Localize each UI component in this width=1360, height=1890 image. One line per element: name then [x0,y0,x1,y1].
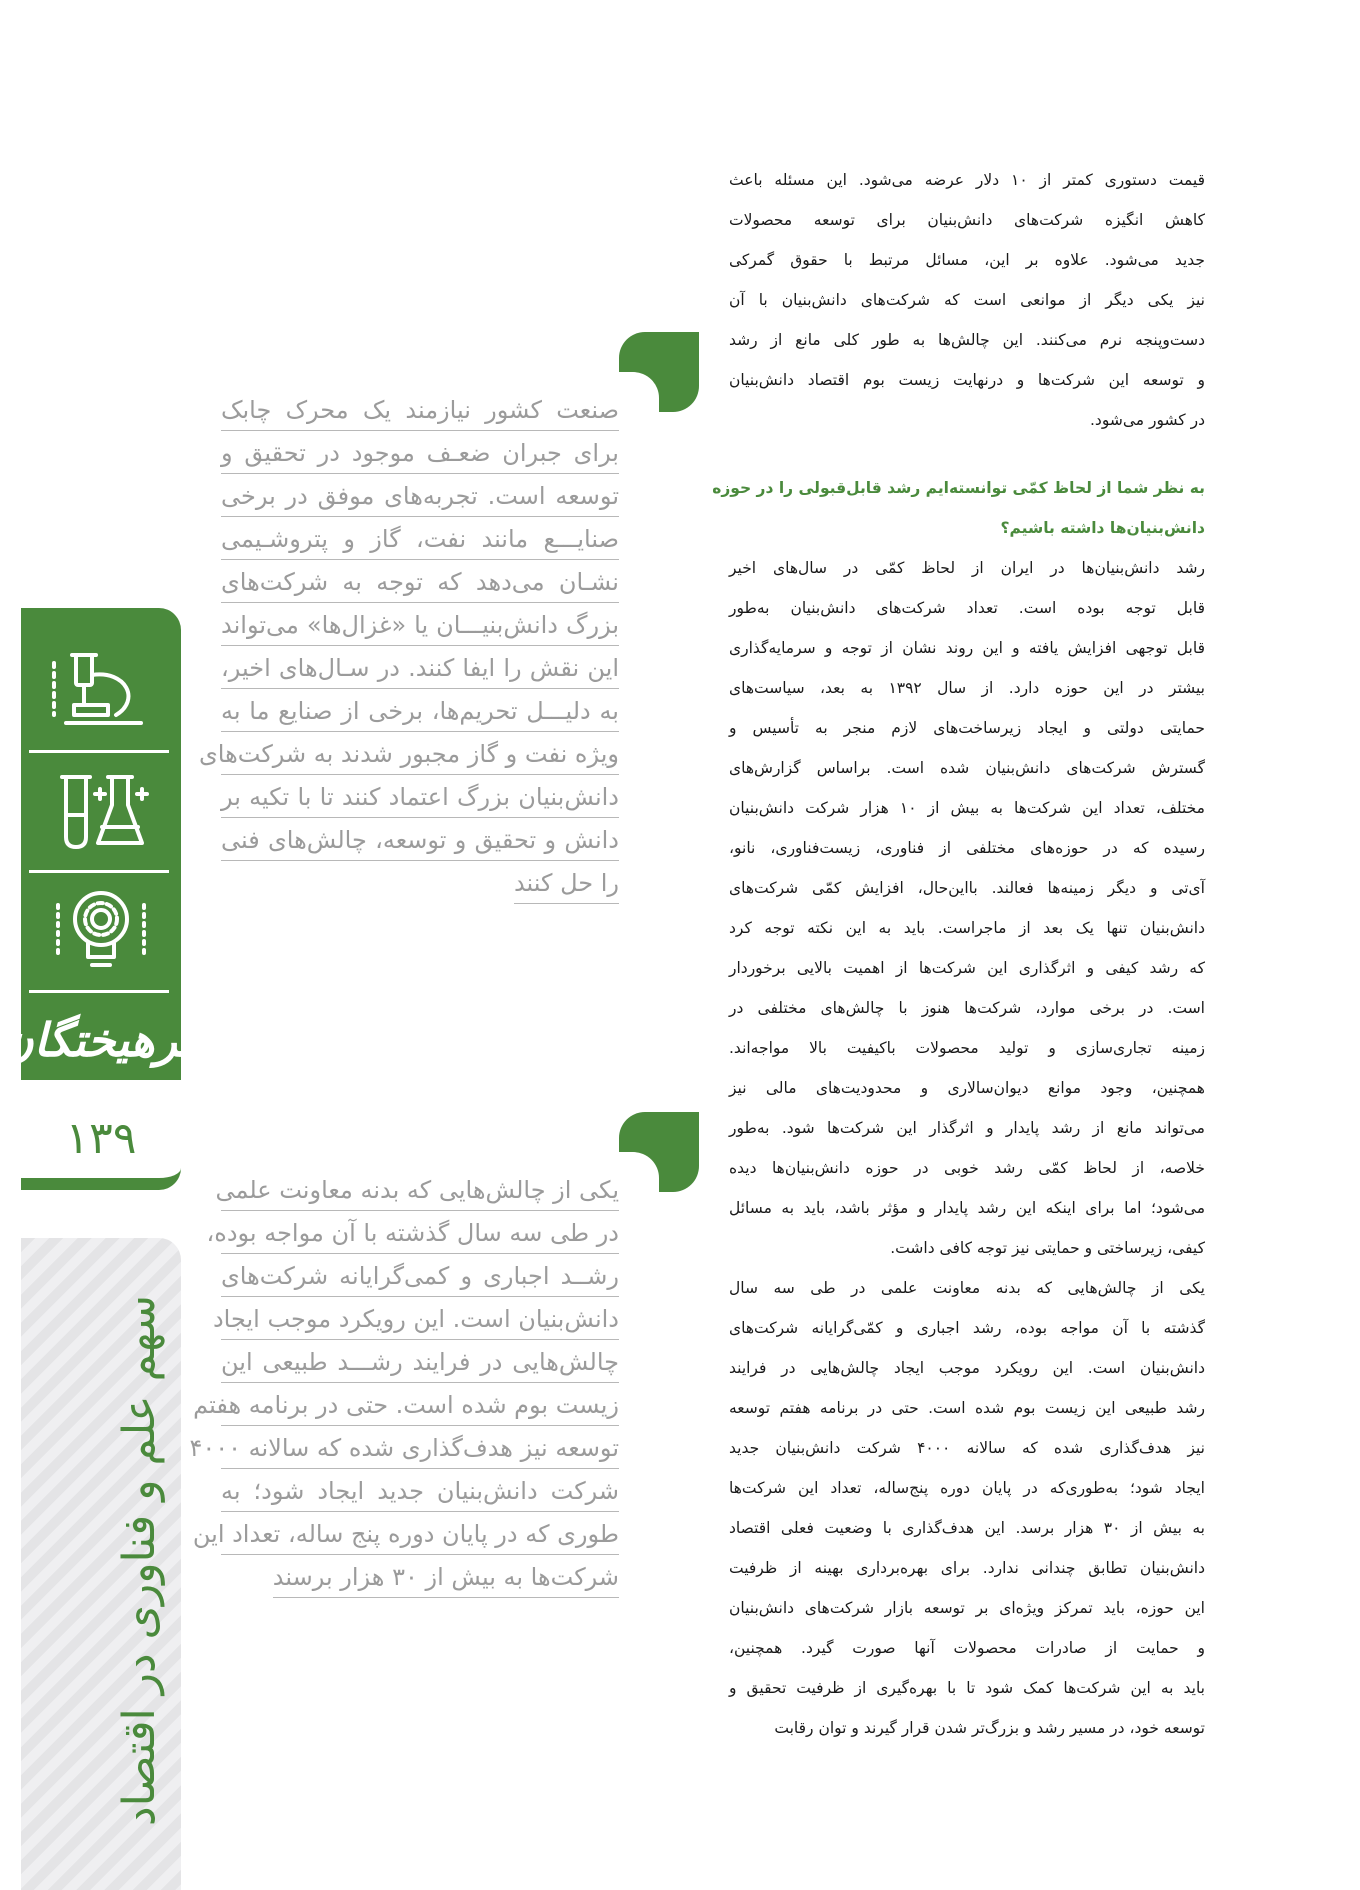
quote-line: چالش‌هایی در فرایند رشـــد طبیعی این [221,1340,619,1383]
text-line: خلاصه، از لحاظ کمّی رشد خوبی در حوزه دانش‌بنیان‌ها دیده [729,1159,1205,1177]
text-line: رشد دانش‌بنیان‌ها در ایران از لحاظ کمّی در سال‌های اخیر [729,559,1205,577]
quote-line: صنایـــع مانند نفت، گاز و پتروشـیمی [221,517,619,560]
text-line: گسترش شرکت‌های دانش‌بنیان شده است. براساس گزارش‌های [729,759,1205,777]
quote-line: به دلیـــل تحریم‌ها، برخی از صنایع ما به [221,689,619,732]
quote-line: صنعت کشور نیازمند یک محرک چابک [221,388,619,431]
text-line: رسیده که در حوزه‌های مختلفی از فناوری، زیست‌فناوری، نانو، [729,839,1205,857]
lab-flask-icon [21,756,181,864]
quote-line: توسعه است. تجربه‌های موفق در برخی [221,474,619,517]
text-line: کیفی، زیرساختی و حمایتی نیز توجه کافی داشت. [890,1239,1205,1257]
text-line: حمایتی دولتی و ایجاد زیرساخت‌های لازم منجر به تأسیس و [729,719,1205,737]
text-line: ایجاد شود؛ به‌طوری‌که در پایان دوره پنج‌ساله، تعداد این شرکت‌ها [729,1479,1205,1497]
text-line: یکی از چالش‌هایی که بدنه معاونت علمی در طی سه سال [729,1279,1205,1297]
page-number: ۱۳۹ [21,1098,181,1190]
pull-quote-2 [189,1168,619,1599]
quote-line: توسعه نیز هدف‌گذاری شده که سالانه ۴۰۰۰ [221,1426,619,1469]
text-line: گذشته با آن مواجه بوده، رشد اجباری و کمّی‌گرایانه شرکت‌های [729,1319,1205,1337]
quote-line: بزرگ دانش‌بنیـــان یا «غزال‌ها» می‌تواند [221,603,619,646]
microscope-icon [21,636,181,744]
quote-line: رشــد اجباری و کمی‌گرایانه شرکت‌های [221,1254,619,1297]
lightbulb-gear-icon [21,876,181,984]
quote-mark-icon [619,1112,699,1192]
quote-line: زیست بوم شده است. حتی در برنامه هفتم [221,1383,619,1426]
text-line: بیشتر در این حوزه دارد. از سال ۱۳۹۲ به بعد، سیاست‌های [729,679,1205,697]
quote-line: طوری که در پایان دوره پنج ساله، تعداد این [221,1512,619,1555]
quote-mark-icon [619,332,699,412]
question-line: دانش‌بنیان‌ها داشته باشیم؟ [1000,519,1205,537]
text-line: قابل توجه بوده است. تعداد شرکت‌های دانش‌بنیان به‌طور [729,599,1205,617]
text-line: و حمایت از صادرات محصولات آنها صورت گیرد. همچنین، [729,1639,1205,1657]
divider [29,990,169,993]
text-line: دانش‌بنیان تطابق چندانی ندارد. برای بهره‌برداری بهینه از ظرفیت [729,1559,1205,1577]
text-line: و توسعه این شرکت‌ها و درنهایت زیست بوم اقتصاد دانش‌بنیان [729,371,1205,389]
text-line: دانش‌بنیان است. این رویکرد موجب ایجاد چالش‌هایی در فرایند [729,1359,1205,1377]
text-line: جدید می‌شود. علاوه بر این، مسائل مرتبط با حقوق گمرکی [729,251,1205,269]
quote-line: در طی سه سال گذشته با آن مواجه بوده، [221,1211,619,1254]
text-line: نیز هدف‌گذاری شده که سالانه ۴۰۰۰ شرکت دانش‌بنیان جدید [729,1439,1205,1457]
quote-line: این نقش را ایفا کنند. در سـال‌های اخیر، [221,646,619,689]
divider [29,870,169,873]
divider [29,750,169,753]
quote-line: ویژه نفت و گاز مجبور شدند به شرکت‌های [221,732,619,775]
section-title: سهم علم و فناوری در اقتصاد [113,1294,165,1826]
text-line: که رشد کیفی و اثرگذاری این شرکت‌ها از اهمیت بالایی برخوردار [729,959,1205,977]
quote-line: دانش و تحقیق و توسعه، چالش‌های فنی [221,818,619,861]
paragraph-2 [729,548,1205,1268]
text-line: در کشور می‌شود. [1090,411,1205,429]
interview-question [712,468,1205,548]
text-line: به بیش از ۳۰ هزار برسد. این هدف‌گذاری با وضعیت فعلی اقتصاد [729,1519,1205,1537]
text-line: آی‌تی و دیگر زمینه‌ها فعالند. بااین‌حال، افزایش کمّی شرکت‌های [729,879,1205,897]
question-line: به نظر شما از لحاظ کمّی توانسته‌ایم رشد قابل‌قبولی را در حوزه [712,479,1205,497]
quote-line: را حل کنند [514,861,619,904]
text-line: باید به این شرکت‌ها کمک شود تا با بهره‌گیری از ظرفیت تحقیق و [729,1679,1205,1697]
text-line: نیز یکی دیگر از موانعی است که شرکت‌های دانش‌بنیان با آن [729,291,1205,309]
paragraph-3 [729,1268,1205,1748]
section-title-container [109,1250,169,1870]
text-line: همچنین، وجود موانع دیوان‌سالاری و محدودیت‌های مالی نیز [729,1079,1205,1097]
text-line: می‌تواند مانع از رشد پایدار و اثرگذار این شرکت‌ها شود. به‌طور [729,1119,1205,1137]
text-line: توسعه خود، در مسیر رشد و بزرگ‌تر شدن قرار گیرند و توان رقابت [774,1719,1205,1737]
publication-logo: فرهیختگان [0,1013,203,1067]
text-line: قابل توجهی افزایش یافته و این روند نشان از توجه و سرمایه‌گذاری [729,639,1205,657]
text-line: می‌شود؛ اما برای اینکه این رشد پایدار و مؤثر باشد، باید به مسائل [729,1199,1205,1217]
text-line: این حوزه، باید تمرکز ویژه‌ای بر توسعه بازار شرکت‌های دانش‌بنیان [729,1599,1205,1617]
quote-line: نشـان می‌دهد که توجه به شرکت‌های [221,560,619,603]
quote-line: دانش‌بنیان بزرگ اعتماد کنند تا با تکیه بر [221,775,619,818]
quote-line: دانش‌بنیان است. این رویکرد موجب ایجاد [221,1297,619,1340]
quote-line: شرکت‌ها به بیش از ۳۰ هزار برسند [273,1555,619,1598]
text-line: مختلف، تعداد این شرکت‌ها به بیش از ۱۰ هزار شرکت دانش‌بنیان [729,799,1205,817]
text-line: رشد طبیعی این زیست بوم شده است. حتی در برنامه هفتم توسعه [729,1399,1205,1417]
quote-line: شرکت دانش‌بنیان جدید ایجاد شود؛ به [221,1469,619,1512]
quote-line: برای جبران ضعـف موجود در تحقیق و [221,431,619,474]
text-line: است. در برخی موارد، شرکت‌ها هنوز با چالش‌های مختلفی در [729,999,1205,1017]
sidebar [0,0,203,1890]
article-body [712,160,1205,1748]
pull-quote-1 [199,388,619,905]
paragraph-1 [729,160,1205,440]
text-line: دانش‌بنیان تنها یک بعد از ماجراست. باید به این نکته توجه کرد [729,919,1205,937]
text-line: کاهش انگیزه شرکت‌های دانش‌بنیان برای توسعه محصولات [729,211,1205,229]
text-line: قیمت دستوری کمتر از ۱۰ دلار عرضه می‌شود. این مسئله باعث [729,171,1205,189]
quote-line: یکی از چالش‌هایی که بدنه معاونت علمی [221,1168,619,1211]
text-line: دست‌وپنجه نرم می‌کنند. این چالش‌ها به طور کلی مانع از رشد [729,331,1205,349]
text-line: زمینه تجاری‌سازی و تولید محصولات باکیفیت بالا مواجه‌اند. [729,1039,1205,1057]
